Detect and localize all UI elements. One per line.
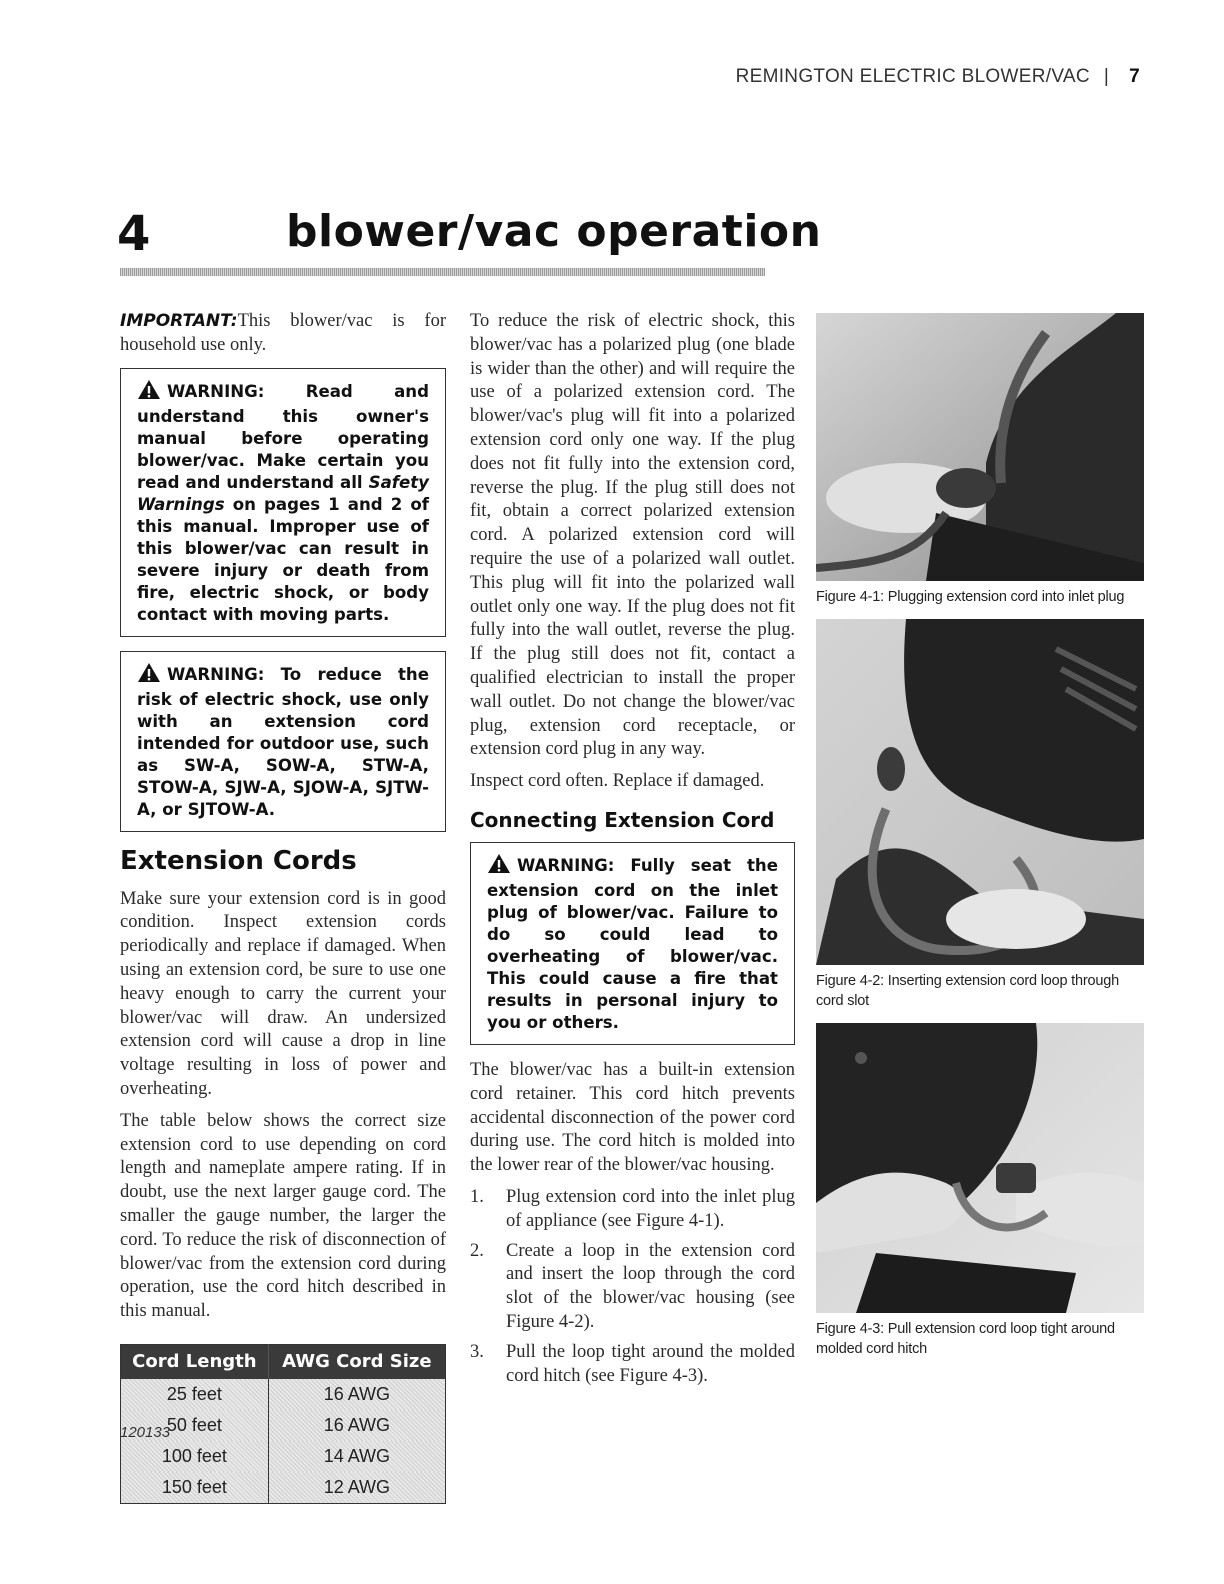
right-column (816, 313, 1144, 1371)
warning-manual-tail: on pages 1 and 2 of this manual. Improper use of this blower/vac can result in severe injury or death from fire, electric shock, or body contact with moving parts. (137, 494, 429, 624)
warning-triangle-icon (487, 853, 511, 880)
photo-plugging-cord (816, 313, 1144, 581)
table-row (121, 1441, 446, 1472)
chapter-title: blower/vac operation (286, 206, 822, 257)
table-header-row (121, 1344, 446, 1379)
running-header (736, 66, 1140, 88)
photo-pull-cord-tight (816, 1023, 1144, 1313)
figure-caption: Figure 4-2: Inserting extension cord loop through cord slot (816, 973, 1119, 1009)
important-text: This blower/vac is for household use only. (120, 311, 446, 355)
extension-cords-para-2: The table below shows the correct size extension cord to use depending on cord length and nameplate ampere rating. If in doubt, use the next larger gauge cord. The smaller the gauge number, the larger the cord. To reduce the risk of disconnection of blower/vac from the extension cord during operation, use the cord hitch described in this manual. (120, 1110, 446, 1322)
step-number: 3. (470, 1341, 484, 1362)
warning-box-seat-cord (470, 842, 795, 1045)
table-cell-awg: 14 AWG (268, 1441, 445, 1472)
table-cell-length: 25 feet (121, 1379, 269, 1410)
section-title-extension-cords: Extension Cords (120, 845, 357, 876)
figure-4-2 (816, 619, 1144, 1011)
warning-triangle-icon (137, 662, 161, 689)
list-item (470, 1341, 795, 1389)
steps-list (470, 1186, 795, 1388)
warning-shock-text: WARNING: To reduce the risk of electric shock, use only with an extension cord intended for outdoor use, such as SW-A, SOW-A, STW-A, STOW-A, SJW-A, SJOW-A, SJTW-A, or SJTOW-A. (137, 664, 429, 819)
document-code: 120133 (120, 1424, 171, 1441)
polarized-plug-para: To reduce the risk of electric shock, this blower/vac has a polarized plug (one blade is wider than the other) and will require the use of a polarized extension cord. The blower/vac's plug will fit into a polarized extension cord only one way. If the plug does not fit fully into the extension cord, reverse the plug. If the plug still does not fit, obtain a correct polarized extension cord. A polarized extension cord will require the use of a polarized wall outlet. This plug will fit into the polarized wall outlet only one way. If the plug does not fit fully into the wall outlet, reverse the plug. If the plug still does not fit, contact a qualified electrician to install the proper wall outlet. Do not change the blower/vac plug, extension cord receptacle, or extension cord plug in any way. (470, 311, 795, 760)
inspect-cord-para: Inspect cord often. Replace if damaged. (470, 771, 765, 792)
warning-manual-head: WARNING: Read and understand this owner's manual before operating blower/vac. Make certain you read and understand all (137, 381, 429, 492)
warning-box-manual (120, 368, 446, 637)
subsection-title-connecting: Connecting Extension Cord (470, 807, 775, 832)
warning-seat-cord-text: WARNING: Fully seat the extension cord on the inlet plug of blower/vac. Failure to do so could lead to overheating of blower/vac. This could cause a fire that results in personal injury to you or others. (487, 855, 778, 1032)
figure-caption: Figure 4-1: Plugging extension cord into inlet plug (816, 589, 1125, 605)
figure-caption: Figure 4-3: Pull extension cord loop tight around molded cord hitch (816, 1321, 1115, 1357)
step-number: 1. (470, 1186, 484, 1207)
middle-column (470, 310, 795, 1394)
important-label: IMPORTANT: (120, 311, 238, 331)
page-number: 7 (1129, 66, 1140, 87)
table-cell-awg: 16 AWG (268, 1379, 445, 1410)
header-separator: | (1103, 66, 1110, 87)
table-header-cord-length: Cord Length (121, 1344, 269, 1379)
warning-triangle-icon (137, 379, 161, 406)
running-title: REMINGTON ELECTRIC BLOWER/VAC (735, 66, 1090, 87)
important-note (120, 310, 446, 358)
warning-box-shock (120, 651, 446, 832)
cord-retainer-para: The blower/vac has a built-in extension cord retainer. This cord hitch prevents accidental disconnection of the power cord during use. The cord hitch is molded into the lower rear of the blower/vac housing. (470, 1059, 795, 1176)
left-column (120, 310, 446, 1504)
list-item (470, 1186, 795, 1234)
step-text: Create a loop in the extension cord and insert the loop through the cord slot of the blower/vac housing (see Figure 4-2). (506, 1240, 795, 1332)
safety-warnings-ref: Safety Warnings (137, 472, 429, 514)
list-item (470, 1240, 795, 1335)
table-cell-length: 150 feet (121, 1472, 269, 1504)
chapter-number: 4 (117, 206, 151, 262)
figure-4-1 (816, 313, 1144, 607)
table-cell-awg: 16 AWG (268, 1410, 445, 1441)
figure-4-3 (816, 1023, 1144, 1359)
extension-cords-para-1: Make sure your extension cord is in good condition. Inspect extension cords periodically and replace if damaged. When using an extension cord, be sure to use one heavy enough to carry the current your blower/vac will draw. An undersized extension cord will cause a drop in line voltage resulting in loss of power and overheating. (120, 888, 446, 1099)
table-cell-awg: 12 AWG (268, 1472, 445, 1504)
table-row (121, 1379, 446, 1410)
photo-inserting-cord (816, 619, 1144, 965)
table-row (121, 1472, 446, 1504)
title-rule (120, 268, 765, 276)
table-cell-length: 50 feet (121, 1410, 269, 1441)
table-header-awg-size: AWG Cord Size (268, 1344, 445, 1379)
step-number: 2. (470, 1240, 484, 1261)
table-cell-length: 100 feet (121, 1441, 269, 1472)
step-text: Pull the loop tight around the molded cord hitch (see Figure 4-3). (506, 1341, 795, 1386)
step-text: Plug extension cord into the inlet plug of appliance (see Figure 4-1). (506, 1186, 795, 1231)
